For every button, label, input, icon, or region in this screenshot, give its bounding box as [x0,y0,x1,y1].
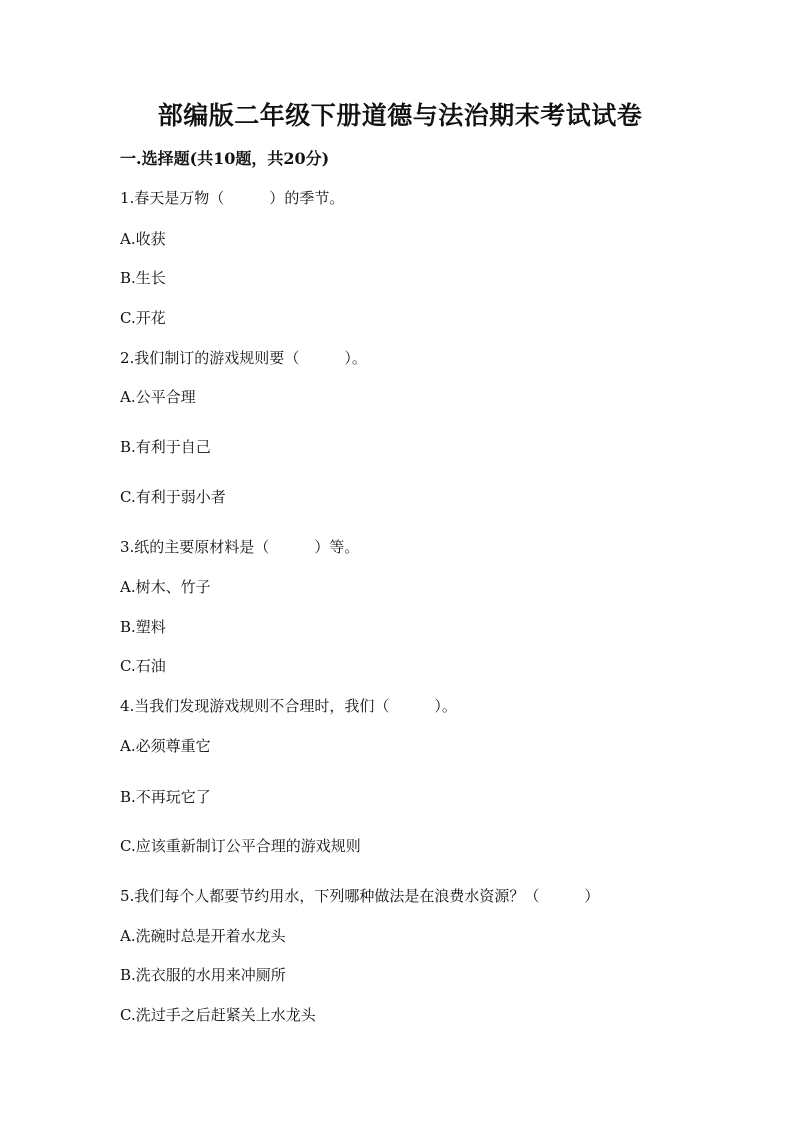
question-3-stem: 3.纸的主要原材料是（ ）等。 [120,538,360,556]
question-5-option-c: C.洗过手之后赶紧关上水龙头 [120,1006,316,1024]
question-4-option-b: B.不再玩它了 [120,788,211,806]
question-3-option-a: A.树木、竹子 [120,578,211,596]
question-3-option-c: C.石油 [120,657,166,675]
question-4-option-a: A.必须尊重它 [120,737,211,755]
question-5-option-b: B.洗衣服的水用来冲厕所 [120,966,286,984]
question-5-option-a: A.洗碗时总是开着水龙头 [120,927,286,945]
question-4-stem: 4.当我们发现游戏规则不合理时，我们（ ）。 [120,697,457,715]
question-1-option-a: A.收获 [120,230,166,248]
question-3-option-b: B.塑料 [120,618,166,636]
question-1-option-b: B.生长 [120,269,166,287]
question-4-option-c: C.应该重新制订公平合理的游戏规则 [120,837,361,855]
question-2-stem: 2.我们制订的游戏规则要（ ）。 [120,349,367,367]
question-1-option-c: C.开花 [120,309,166,327]
question-2-option-c: C.有利于弱小者 [120,488,226,506]
section-heading: 一.选择题(共10题，共20分) [120,149,330,168]
question-2-option-a: A.公平合理 [120,388,196,406]
question-5-stem: 5.我们每个人都要节约用水，下列哪种做法是在浪费水资源？（ ） [120,887,600,905]
question-1-stem: 1.春天是万物（ ）的季节。 [120,189,345,207]
exam-title: 部编版二年级下册道德与法治期末考试试卷 [157,101,643,130]
question-2-option-b: B.有利于自己 [120,438,211,456]
